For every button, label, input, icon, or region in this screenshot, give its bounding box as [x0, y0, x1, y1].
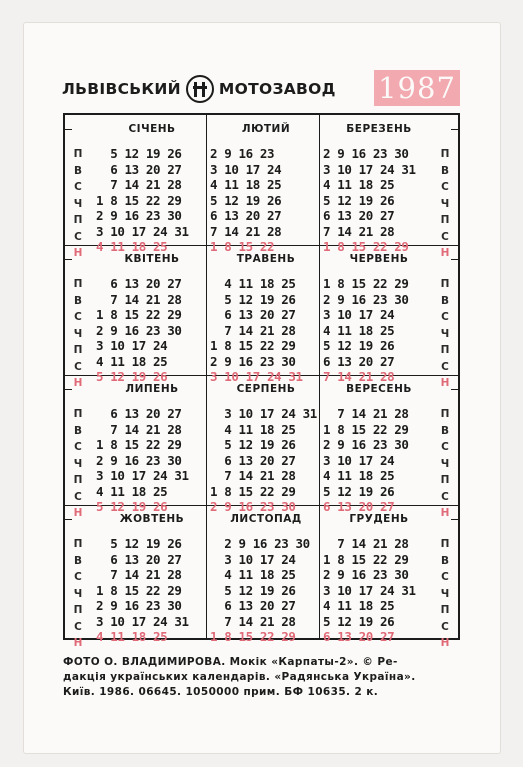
- weekday-dates-row: 6 13 20 27: [96, 406, 182, 421]
- weekday-label: Н: [73, 637, 83, 649]
- weekday-label: Ч: [440, 457, 450, 470]
- weekday-dates-row: 2 9 16 23 30: [323, 291, 409, 307]
- weekday-dates-row: 2 9 16 23 30: [96, 598, 182, 613]
- month-block: [96, 510, 208, 645]
- weekday-dates-row: 6 13 20 27: [96, 551, 182, 567]
- weekday-label: В: [73, 294, 82, 307]
- weekday-dates-row: 6 13 20 27: [96, 161, 182, 177]
- month-block: [210, 250, 322, 385]
- weekday-label: П: [440, 474, 450, 486]
- weekday-dates-row: 6 13 20 27: [323, 208, 395, 223]
- weekday-dates-row: 7 14 21 28: [210, 468, 296, 483]
- month-name: ЖОВТЕНЬ: [119, 513, 185, 525]
- weekday-dates-row: 2 9 16 23 30: [96, 208, 182, 223]
- weekday-dates-row: 4 11 18 25: [96, 483, 168, 499]
- grid-tick: [451, 129, 458, 130]
- weekday-dates-row: 6 13 20 27: [96, 276, 182, 291]
- weekday-label: Н: [440, 507, 450, 519]
- weekday-dates-row: 2 9 16 23 30: [323, 146, 409, 161]
- weekday-dates-row: 4 11 18 25: [210, 276, 296, 291]
- weekday-label: В: [440, 424, 449, 437]
- weekday-dates-row: 1 8 15 22 29: [210, 483, 296, 499]
- weekday-dates-row: 5 12 19 26: [323, 613, 395, 629]
- weekday-dates-row: 1 8 15 22 29: [96, 192, 182, 208]
- weekday-label: П: [73, 538, 83, 550]
- weekday-label: Ч: [73, 327, 83, 340]
- weekday-dates-row: 6 13 20 27: [210, 307, 296, 322]
- weekday-label: С: [441, 311, 449, 323]
- weekday-dates-row: 1 8 15 22 29: [323, 421, 409, 437]
- weekday-label: П: [440, 538, 450, 550]
- weekday-label: В: [440, 164, 449, 177]
- weekday-label: С: [441, 620, 449, 633]
- weekday-label: С: [441, 490, 449, 503]
- weekday-dates-row: 5 12 19 26: [96, 536, 182, 551]
- weekday-dates-row: 4 11 18 25: [96, 353, 168, 369]
- weekday-dates-row: 3 10 17 24 31: [96, 613, 189, 629]
- weekday-dates-row: 2 9 16 23 30: [323, 567, 409, 582]
- factory-logo-icon: [186, 75, 214, 103]
- weekday-dates-row: 2 9 16 23 30: [210, 353, 296, 369]
- weekday-label: Ч: [440, 587, 450, 600]
- month-block: [323, 380, 435, 515]
- sunday-dates-row: 7 14 21 28: [323, 369, 395, 384]
- weekday-dates-row: 3 10 17 24 31: [96, 468, 189, 483]
- weekday-label: Н: [440, 637, 450, 649]
- weekday-dates-row: 7 14 21 28: [210, 613, 296, 629]
- weekday-label: Ч: [440, 327, 450, 340]
- month-name: ГРУДЕНЬ: [349, 513, 409, 525]
- weekday-dates-row: 1 8 15 22 29: [96, 582, 182, 598]
- weekday-label: С: [74, 620, 82, 633]
- weekday-label: П: [73, 604, 83, 616]
- weekday-label: В: [73, 164, 82, 177]
- imprint-line: ФОТО О. ВЛАДИМИРОВА. Мокік «Карпаты-2». © Ре-: [63, 656, 398, 668]
- weekday-label: В: [440, 294, 449, 307]
- sunday-dates-row: 4 11 18 25: [96, 629, 168, 644]
- weekday-label: С: [441, 571, 449, 583]
- month-block: [323, 120, 435, 255]
- weekday-dates-row: 1 8 15 22 29: [96, 437, 182, 452]
- weekday-dates-row: 6 13 20 27: [323, 353, 395, 369]
- weekday-label: П: [440, 278, 450, 290]
- weekday-label: П: [73, 344, 83, 356]
- brand-right-word: МОТОЗАВОД: [218, 80, 336, 98]
- weekday-column-right: [437, 406, 453, 522]
- month-name: БЕРЕЗЕНЬ: [346, 123, 412, 135]
- weekday-label: П: [440, 148, 450, 160]
- weekday-dates-row: 4 11 18 25: [210, 421, 296, 437]
- month-name: СІЧЕНЬ: [128, 123, 176, 135]
- weekday-label: П: [73, 474, 83, 486]
- weekday-dates-row: 3 10 17 24 31: [323, 582, 416, 598]
- weekday-column-right: [437, 146, 453, 262]
- weekday-dates-row: 4 11 18 25: [323, 322, 395, 338]
- weekday-dates-row: 5 12 19 26: [210, 291, 296, 307]
- weekday-label: С: [441, 441, 449, 453]
- weekday-label: П: [73, 408, 83, 420]
- weekday-dates-row: 4 11 18 25: [323, 177, 395, 192]
- sunday-dates-row: 1 8 15 22: [210, 239, 275, 254]
- weekday-dates-row: 1 8 15 22 29: [96, 307, 182, 322]
- weekday-label: П: [73, 214, 83, 226]
- month-block: [96, 120, 208, 255]
- weekday-dates-row: 4 11 18 25: [210, 567, 296, 582]
- year-badge: 1987: [374, 70, 460, 106]
- weekday-dates-row: 3 10 17 24: [210, 161, 282, 177]
- weekday-dates-row: 1 8 15 22 29: [210, 338, 296, 353]
- weekday-dates-row: 5 12 19 26: [210, 582, 296, 598]
- weekday-dates-row: 3 10 17 24: [323, 452, 395, 468]
- imprint-footer: [63, 655, 483, 700]
- month-block: [210, 380, 322, 515]
- month-name: ЛИСТОПАД: [230, 513, 302, 525]
- sunday-dates-row: 6 13 20 27: [323, 629, 395, 644]
- weekday-dates-row: 7 14 21 28: [96, 291, 182, 307]
- sunday-dates-row: 2 9 16 23 30: [210, 499, 296, 514]
- month-name: КВІТЕНЬ: [124, 253, 180, 265]
- weekday-label: С: [74, 360, 82, 373]
- weekday-label: С: [74, 311, 82, 323]
- weekday-dates-row: 4 11 18 25: [323, 598, 395, 613]
- weekday-dates-row: 2 9 16 23 30: [323, 437, 409, 452]
- weekday-dates-row: 6 13 20 27: [210, 452, 296, 468]
- grid-tick: [65, 129, 72, 130]
- month-name: ЛИПЕНЬ: [125, 383, 179, 395]
- sunday-dates-row: 3 10 17 24 31: [210, 369, 303, 384]
- weekday-label: С: [441, 230, 449, 243]
- weekday-label: С: [74, 490, 82, 503]
- weekday-dates-row: 6 13 20 27: [210, 208, 282, 223]
- weekday-column-left: [70, 406, 86, 522]
- weekday-label: Н: [440, 247, 450, 259]
- weekday-label: П: [73, 148, 83, 160]
- weekday-label: Ч: [73, 587, 83, 600]
- weekday-dates-row: 1 8 15 22 29: [323, 551, 409, 567]
- month-name: ЧЕРВЕНЬ: [349, 253, 409, 265]
- month-name: ТРАВЕНЬ: [236, 253, 296, 265]
- weekday-label: С: [74, 571, 82, 583]
- sunday-dates-row: 1 8 15 22 29: [210, 629, 296, 644]
- weekday-label: В: [440, 554, 449, 567]
- weekday-dates-row: 5 12 19 26: [323, 483, 395, 499]
- weekday-column-left: [70, 276, 86, 392]
- weekday-column-right: [437, 276, 453, 392]
- weekday-dates-row: 3 10 17 24: [210, 551, 296, 567]
- imprint-line: дакція українських календарів. «Радянська Україна».: [63, 671, 416, 683]
- weekday-label: П: [440, 344, 450, 356]
- weekday-label: Ч: [73, 457, 83, 470]
- month-name: ЛЮТИЙ: [241, 123, 291, 135]
- imprint-line: Київ. 1986. 06645. 1050000 прим. БФ 10635. 2 к.: [63, 686, 379, 698]
- sunday-dates-row: 6 13 20 27: [323, 499, 395, 514]
- weekday-dates-row: 2 9 16 23 30: [210, 536, 310, 551]
- weekday-dates-row: 3 10 17 24 31: [210, 406, 317, 421]
- weekday-label: П: [73, 278, 83, 290]
- weekday-dates-row: 7 14 21 28: [96, 421, 182, 437]
- weekday-label: Ч: [73, 197, 83, 210]
- weekday-label: В: [73, 554, 82, 567]
- weekday-dates-row: 2 9 16 23 30: [96, 322, 182, 338]
- sunday-dates-row: 1 8 15 22 29: [323, 239, 409, 254]
- weekday-dates-row: 5 12 19 26: [323, 338, 395, 353]
- weekday-label: В: [73, 424, 82, 437]
- weekday-dates-row: 5 12 19 26: [210, 192, 282, 208]
- weekday-label: П: [440, 214, 450, 226]
- month-block: [96, 250, 208, 385]
- month-block: [96, 380, 208, 515]
- weekday-dates-row: 4 11 18 25: [210, 177, 282, 192]
- month-block: [323, 250, 435, 385]
- month-name: СЕРПЕНЬ: [236, 383, 296, 395]
- weekday-column-left: [70, 146, 86, 262]
- weekday-label: П: [440, 408, 450, 420]
- weekday-label: Н: [73, 507, 83, 519]
- weekday-dates-row: 2 9 16 23 30: [96, 452, 182, 468]
- weekday-label: Н: [440, 377, 450, 389]
- weekday-dates-row: 7 14 21 28: [210, 223, 282, 239]
- weekday-column-left: [70, 536, 86, 652]
- sunday-dates-row: 5 12 19 26: [96, 369, 168, 384]
- weekday-dates-row: 5 12 19 26: [210, 437, 296, 452]
- weekday-label: С: [74, 441, 82, 453]
- weekday-label: Н: [73, 377, 83, 389]
- month-name: ВЕРЕСЕНЬ: [346, 383, 412, 395]
- weekday-dates-row: 7 14 21 28: [96, 567, 182, 582]
- weekday-label: С: [441, 360, 449, 373]
- weekday-dates-row: 5 12 19 26: [323, 192, 395, 208]
- weekday-dates-row: 6 13 20 27: [210, 598, 296, 613]
- month-block: [210, 120, 322, 255]
- brand-header: [62, 74, 362, 104]
- weekday-dates-row: 2 9 16 23: [210, 146, 275, 161]
- weekday-label: С: [74, 181, 82, 193]
- weekday-column-right: [437, 536, 453, 652]
- sunday-dates-row: 5 12 19 26: [96, 499, 168, 514]
- weekday-dates-row: 7 14 21 28: [323, 223, 395, 239]
- month-block: [323, 510, 435, 645]
- weekday-label: С: [441, 181, 449, 193]
- brand-left-word: ЛЬВІВСЬКИЙ: [62, 80, 181, 98]
- weekday-dates-row: 7 14 21 28: [96, 177, 182, 192]
- month-block: [210, 510, 322, 645]
- weekday-dates-row: 4 11 18 25: [323, 468, 395, 483]
- weekday-label: Ч: [440, 197, 450, 210]
- weekday-dates-row: 7 14 21 28: [210, 322, 296, 338]
- weekday-label: Н: [73, 247, 83, 259]
- weekday-dates-row: 7 14 21 28: [323, 406, 409, 421]
- weekday-dates-row: 3 10 17 24: [96, 338, 168, 353]
- weekday-dates-row: 3 10 17 24 31: [96, 223, 189, 239]
- weekday-label: С: [74, 230, 82, 243]
- weekday-dates-row: 1 8 15 22 29: [323, 276, 409, 291]
- sunday-dates-row: 4 11 18 25: [96, 239, 168, 254]
- weekday-dates-row: 3 10 17 24: [323, 307, 395, 322]
- weekday-dates-row: 3 10 17 24 31: [323, 161, 416, 177]
- weekday-label: П: [440, 604, 450, 616]
- weekday-dates-row: 5 12 19 26: [96, 146, 182, 161]
- weekday-dates-row: 7 14 21 28: [323, 536, 409, 551]
